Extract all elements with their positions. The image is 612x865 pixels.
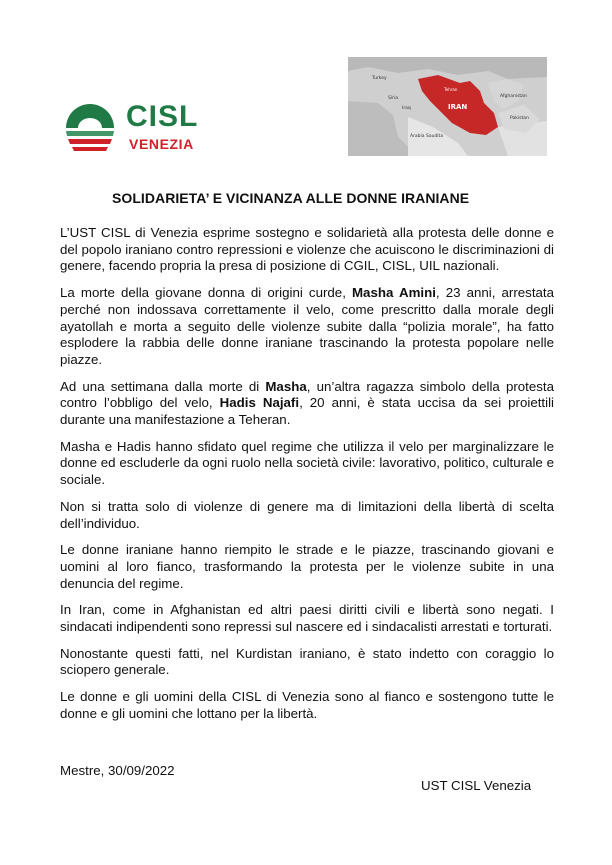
paragraph-5: Non si tratta solo di violenze di genere ma di limitazioni della libertà di scelta dell’individuo.: [60, 498, 554, 531]
paragraph-4: Masha e Hadis hanno sfidato quel regime che utilizza il velo per marginalizzare le donne ed escluderle da ogni ruolo nella società civile: lavorativo, politico, culturale e sociale.: [60, 438, 554, 488]
document-title: SOLIDARIETA’ E VICINANZA ALLE DONNE IRANIANE: [112, 190, 470, 206]
name-masha: Masha: [265, 378, 307, 394]
map-label-tehran: Tehran: [444, 87, 458, 92]
name-hadis-najafi: Hadis Najafi: [219, 395, 300, 411]
cisl-logo: [64, 100, 214, 156]
name-masha-amini: Masha Amini: [351, 285, 436, 301]
paragraph-3: [60, 379, 554, 429]
map-label-syria: Siria: [388, 96, 398, 101]
paragraph-7: In Iran, come in Afghanistan ed altri paesi diritti civili e libertà sono negati. I sindacati indipendenti sono repressi sul nascere ed i sindacalisti arrestati e torturati.: [60, 602, 554, 635]
paragraph-3-text-c: , un’altra ragazza simbolo della protesta contro l’obbligo del velo,: [60, 378, 554, 411]
map-label-iran: IRAN: [448, 103, 468, 111]
cisl-logo-icon: [64, 100, 116, 152]
logo-city: VENEZIA: [129, 136, 194, 152]
map-label-saudi: Arabia Saudita: [410, 134, 444, 139]
logo-name: CISL: [126, 100, 199, 133]
paragraph-2: [60, 285, 554, 369]
iran-map-image: [348, 57, 547, 156]
document-body: [60, 225, 554, 733]
map-label-turkey: Turkey: [372, 76, 387, 81]
paragraph-2-text-c: , 23 anni, arrestata perché non indossava correttamente il velo, come prescritto dalla morale degli ayatollah e morta a seguito delle violenze subite dalla “polizia morale”, ha fatto esplodere la rabbia delle donne iraniane trascinando la protesta popolare nelle piazze.: [60, 285, 555, 367]
paragraph-3-text-a: Ad una settimana dalla morte di: [60, 378, 266, 394]
paragraph-1: L’UST CISL di Venezia esprime sostegno e solidarietà alla protesta delle donne e del popolo iraniano contro repressioni e violenze che acuiscono le discriminazioni di genere, facendo propria la presa di posizione di CGIL, CISL, UIL nazionali.: [60, 225, 554, 274]
paragraph-2-text-a: La morte della giovane donna di origini curde,: [60, 285, 352, 301]
signature: UST CISL Venezia: [421, 778, 532, 793]
map-label-iraq: Iraq: [402, 106, 411, 111]
paragraph-3-text-e: , 20 anni, è stata uccisa da sei proiettili durante una manifestazione a Teheran.: [60, 395, 554, 428]
place-date: Mestre, 30/09/2022: [60, 763, 175, 778]
paragraph-8: Nonostante questi fatti, nel Kurdistan iraniano, è stato indetto con coraggio lo sciopero generale.: [60, 645, 554, 678]
map-label-pakistan: Pakistan: [510, 116, 529, 121]
paragraph-9: Le donne e gli uomini della CISL di Venezia sono al fianco e sostengono tutte le donne e gli uomini che lottano per la libertà.: [60, 689, 554, 721]
map-label-afghanistan: Afghanistan: [500, 94, 527, 99]
paragraph-6: Le donne iraniane hanno riempito le strade e le piazze, trascinando giovani e uomini al loro fianco, trasformando la protesta per le violenze subite in una denuncia del regime.: [60, 542, 554, 591]
